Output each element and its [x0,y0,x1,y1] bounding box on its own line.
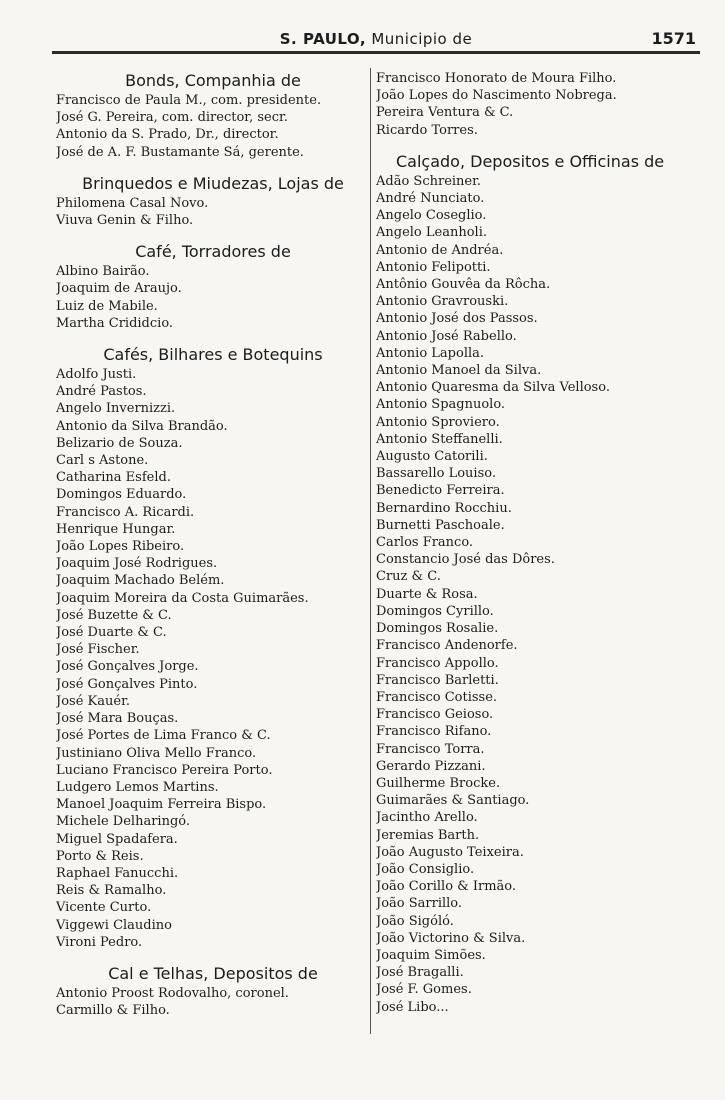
directory-entry: José Bragalli. [376,965,464,981]
directory-entry: Joaquim Moreira da Costa Guimarães. [56,590,309,606]
directory-entry: Antonio Sproviero. [376,414,500,430]
directory-entry: Vironi Pedro. [56,934,143,950]
directory-entry: Antonio Spagnuolo. [376,397,506,413]
directory-entry: João Sigóló. [376,913,454,929]
directory-entry: Carlos Franco. [376,535,474,551]
running-title [52,30,700,48]
directory-entry: Adão Schreiner. [376,173,482,189]
directory-entry: Guimarães & Santiago. [376,793,530,809]
directory-entry: Francisco Geioso. [376,707,494,723]
directory-entry: Antonio Gravrouski. [376,294,509,310]
directory-section [376,151,694,1016]
directory-entry: Catharina Esfeld. [56,470,171,486]
directory-entry: José Buzette & C. [56,607,172,623]
directory-entry: Domingos Cyrillo. [376,603,494,619]
directory-section [56,241,370,332]
directory-entry: Raphael Fanucchi. [56,865,179,881]
running-title-text: Municipio de [371,30,473,48]
directory-entry: João Corillo & Irmão. [376,879,517,895]
directory-entry: Antonio Proost Rodovalho, coronel. [56,985,289,1001]
directory-entry: José de A. F. Bustamante Sá, gerente. [56,144,304,160]
directory-entry: Martha Crididcio. [56,315,174,331]
directory-entry: Bernardino Rocchiu. [376,500,512,516]
directory-entry: Francisco A. Ricardi. [56,504,195,520]
directory-entry: Porto & Reis. [56,848,144,864]
directory-entry: Francisco Cotisse. [376,689,498,705]
section-heading: Café, Torradores de [135,242,291,262]
directory-section [56,173,370,229]
directory-entry: Vicente Curto. [56,900,152,916]
directory-entry: Domingos Eduardo. [56,487,187,503]
directory-entry: Antônio Gouvêa da Rôcha. [376,277,551,293]
directory-entry: José Portes de Lima Franco & C. [56,728,271,744]
directory-entry: Francisco Andenorfe. [376,638,518,654]
directory-entry: Francisco Rifano. [376,724,492,740]
directory-entry: José Mara Bouças. [56,711,179,727]
directory-entry: Antonio Felipotti. [376,259,491,275]
directory-entry: Jacintho Arello. [376,810,478,826]
directory-section [56,344,370,951]
right-column [376,70,694,1028]
directory-entry: João Victorino & Silva. [376,930,526,946]
directory-entry: Albino Bairão. [56,264,150,280]
directory-entry: João Lopes Ribeiro. [56,539,185,555]
section-heading: Cal e Telhas, Depositos de [108,963,318,983]
left-column [56,70,370,1031]
directory-entry: Antonio Manoel da Silva. [376,363,542,379]
directory-entry: Carl s Astone. [56,453,149,469]
directory-entry: Antonio de Andréa. [376,242,504,258]
directory-entry: Bassarello Louiso. [376,466,496,482]
directory-entry: Jeremias Barth. [376,827,480,843]
page-number: 1571 [651,29,696,48]
header-rule [52,51,700,54]
directory-entry: José G. Pereira, com. director, secr. [56,110,288,126]
directory-entry: Justiniano Oliva Mello Franco. [56,745,257,761]
directory-entry: José Libo... [376,999,449,1015]
directory-entry: Angelo Leanholi. [376,225,487,241]
directory-entry: João Sarrillo. [376,896,463,912]
directory-entry: Ricardo Torres. [376,122,478,138]
continued-entries [376,70,694,139]
directory-entry: Manoel Joaquim Ferreira Bispo. [56,797,267,813]
directory-entry: Joaquim de Araujo. [56,281,182,297]
directory-entry: Joaquim José Rodrigues. [56,556,218,572]
directory-entry: Cruz & C. [376,569,441,585]
page-header [52,30,700,52]
directory-entry: André Pastos. [56,384,147,400]
directory-entry: João Lopes do Nascimento Nobrega. [376,88,617,104]
directory-entry: Guilherme Brocke. [376,775,501,791]
directory-entry: Philomena Casal Novo. [56,195,209,211]
directory-entry: Miguel Spadafera. [56,831,178,847]
section-heading: Bonds, Companhia de [125,71,301,90]
directory-entry: Francisco Appollo. [376,655,499,671]
directory-entry: João Augusto Teixeira. [376,844,524,860]
directory-entry: Reis & Ramalho. [56,883,167,899]
directory-entry: Francisco de Paula M., com. presidente. [56,93,322,108]
directory-entry: Benedicto Ferreira. [376,483,505,499]
directory-entry: Antonio da S. Prado, Dr., director. [56,127,279,143]
directory-entry: Francisco Honorato de Moura Filho. [376,71,617,86]
section-heading: Brinquedos e Miudezas, Lojas de [82,173,344,193]
directory-entry: Antonio José dos Passos. [376,311,538,327]
section-heading: Calçado, Depositos e Officinas de [396,151,665,171]
directory-entry: Angelo Coseglio. [376,208,487,224]
directory-entry: Carmillo & Filho. [56,1003,170,1019]
directory-entry: Antonio Lapolla. [376,345,485,361]
directory-entry: Augusto Catorili. [376,449,488,465]
directory-entry: Joaquim Simões. [376,947,486,963]
directory-entry: Angelo Invernizzi. [56,401,176,417]
directory-entry: Gerardo Pizzani. [376,758,486,774]
directory-entry: José Duarte & C. [56,625,167,641]
directory-entry: Henrique Hungar. [56,521,176,537]
directory-entry: Antonio José Rabello. [376,328,517,344]
directory-entry: Michele Delharingó. [56,814,190,830]
directory-entry: José Gonçalves Pinto. [56,676,198,692]
directory-entry: Francisco Barletti. [376,672,499,688]
directory-entry: José Kauér. [56,693,130,709]
directory-entry: Luciano Francisco Pereira Porto. [56,762,273,778]
directory-entry: Ludgero Lemos Martins. [56,779,219,795]
directory-entry: Antonio Steffanelli. [376,431,503,447]
directory-entry: João Consiglio. [376,861,475,877]
directory-entry: Antonio da Silva Brandão. [56,418,228,434]
directory-entry: Francisco Torra. [376,741,485,757]
directory-entry: Duarte & Rosa. [376,586,478,602]
directory-entry: José Fischer. [56,642,140,658]
directory-entry: José F. Gomes. [376,982,472,998]
directory-entry: Luiz de Mabile. [56,298,158,314]
directory-entry: Pereira Ventura & C. [376,105,514,121]
directory-entry: Antonio Quaresma da Silva Velloso. [376,380,610,396]
directory-entry: Constancio José das Dôres. [376,552,555,568]
section-heading: Cafés, Bilhares e Botequins [103,345,323,365]
directory-entry: Burnetti Paschoale. [376,517,505,533]
directory-entry: Viuva Genin & Filho. [56,213,194,229]
directory-section [56,70,370,161]
directory-entry: André Nunciato. [376,191,485,207]
directory-entry: Domingos Rosalie. [376,621,499,637]
running-title-prefix: S. PAULO, [279,30,367,48]
column-divider [370,68,371,1034]
directory-section [56,963,370,1019]
directory-entry: Joaquim Machado Belém. [56,573,225,589]
directory-entry: José Gonçalves Jorge. [56,659,199,675]
directory-entry: Adolfo Justi. [56,367,137,383]
directory-entry: Belizario de Souza. [56,435,183,451]
directory-entry: Viggewi Claudino [56,917,172,933]
